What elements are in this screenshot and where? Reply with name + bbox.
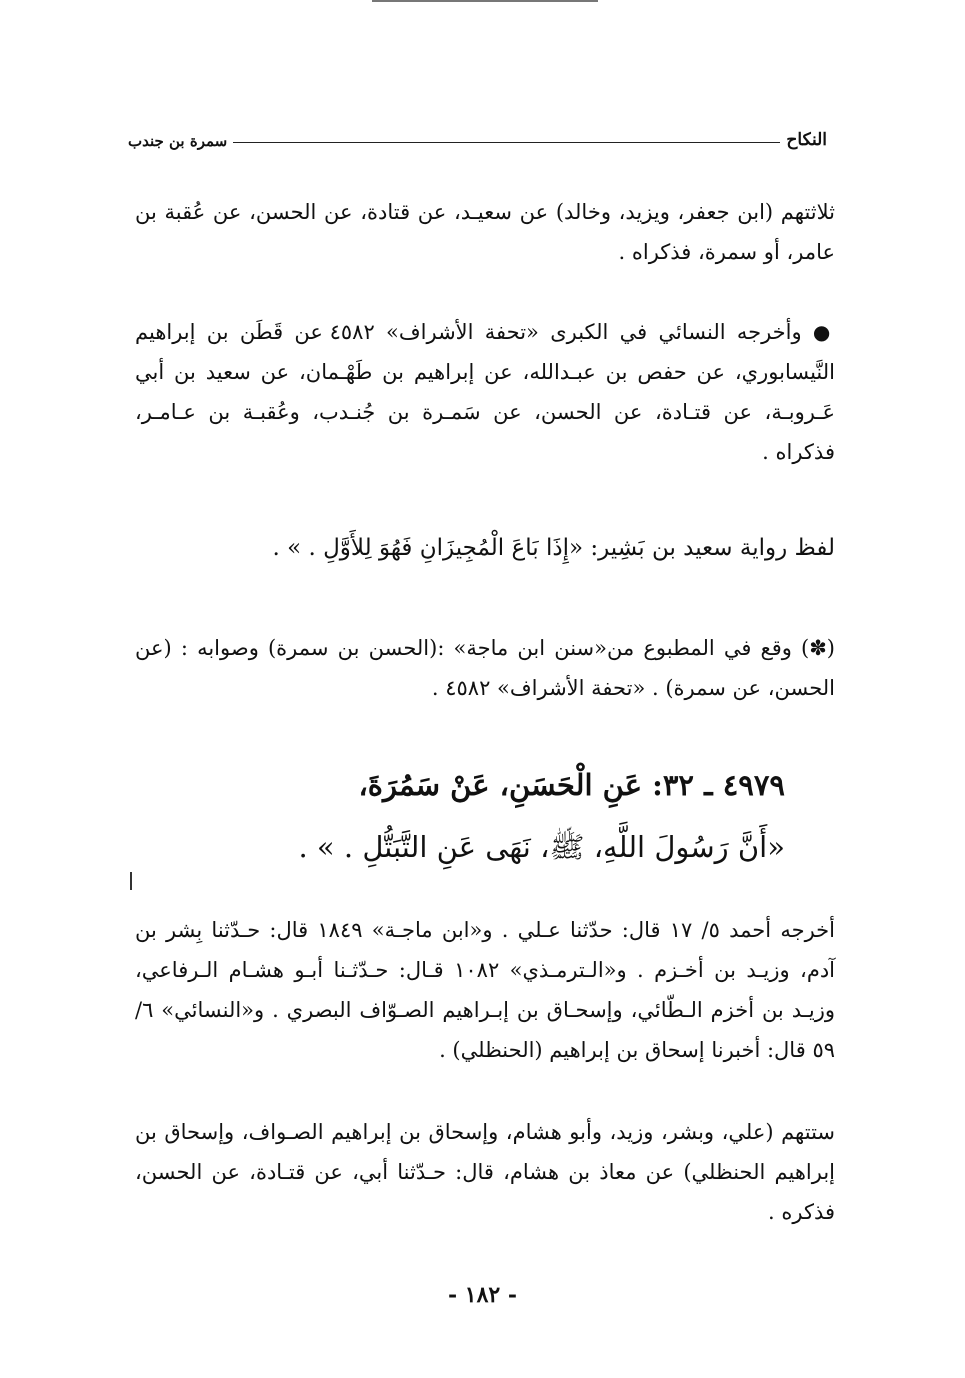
header-rule xyxy=(233,142,780,143)
paragraph-ahmad-takhrij xyxy=(135,910,835,1070)
footnote-text: (✽) وقع في المطبوع من«سنن ابن ماجة» :(الحسن بن سمرة) وصوابه : (عن الحسن، عن سمرة) . «تحفة الأشراف» ٤٥٨٢ . xyxy=(135,636,835,700)
paragraph-text: أخرجه أحمد ٥/ ١٧ قال: حدّثنا عـلي . و«ابن ماجـة» ١٨٤٩ قال: حـدّثنا بِشر بن آدم، وزيـد بن أخـزم . و«الـترمـذي» ١٠٨٢ قـال: حـدّثـنا أبـو هشـام الـرفاعي، وزيـد بن أخزم الـطّائي، وإسحـاق بن إبـراهيم الصـوّاف البصري . و«النسائي» ٦/ ٥٩ قال: أخبرنا إسحاق بن إبراهيم (الحنظلي) . xyxy=(135,918,836,1062)
page-number: - ١٨٢ - xyxy=(447,1282,518,1308)
chapter-title: سمرة بن جندب xyxy=(128,132,228,150)
paragraph-text: ستتهم (علي، وبشر، وزيد، وأبو هشام، وإسحاق بن إبراهيم الصـواف، وإسحاق بن إبراهيم الحنظلي) عن معاذ بن هشام، قال: حـدّثنا أبي، عن قتـادة، عن الحسن، فذكره . xyxy=(135,1120,835,1224)
paragraph-six-narrators xyxy=(135,1112,835,1232)
paragraph-narrators-summary xyxy=(135,192,835,272)
hadith-line-isnad: ٤٩٧٩ ـ ٣٢: عَنِ الْحَسَنِ، عَنْ سَمُرَةَ، xyxy=(358,768,785,802)
hadith-block xyxy=(298,754,785,878)
footnote-correction xyxy=(135,628,835,708)
paragraph-text: لفظ رواية سعيد بن بَشِير: «إِذَا بَاعَ الْمُجِيزَانِ فَهُوَ لِلأَوَّلِ . » . xyxy=(272,535,835,561)
running-header xyxy=(128,120,827,150)
paragraph-riwaya-wording xyxy=(135,528,835,568)
book-title: النكاح xyxy=(786,130,827,150)
bullet-icon: ● xyxy=(812,320,835,344)
paragraph-nasai-takhrij xyxy=(135,312,835,472)
paragraph-text: ثلاثتهم (ابن جعفر، ويزيد، وخالد) عن سعيـد، عن قتادة، عن الحسن، عن عُقبة بن عامر، أو سمرة، فذكراه . xyxy=(135,200,835,264)
margin-mark xyxy=(130,872,132,890)
top-rule xyxy=(372,0,598,2)
paragraph-text: وأخرجه النسائي في الكبرى «تحفة الأشراف» ٤٥٨٢ عن قَطَن بن إبراهيم النَّيسابوري، عن حفص بن عبـدالله، عن إبراهيم بن طَهْـمان، عن سعيد بن أبي عَـروبـة، عن قتـادة، عن الحسن، عن سَمـرة بن جُنـدب، وعُقبـة بن عـامـر، فذكراه . xyxy=(135,320,835,464)
hadith-line-matn: «أَنَّ رَسُولَ اللَّهِ، ﷺ، نَهَى عَنِ التَّبَتُّلِ . » . xyxy=(298,830,785,864)
